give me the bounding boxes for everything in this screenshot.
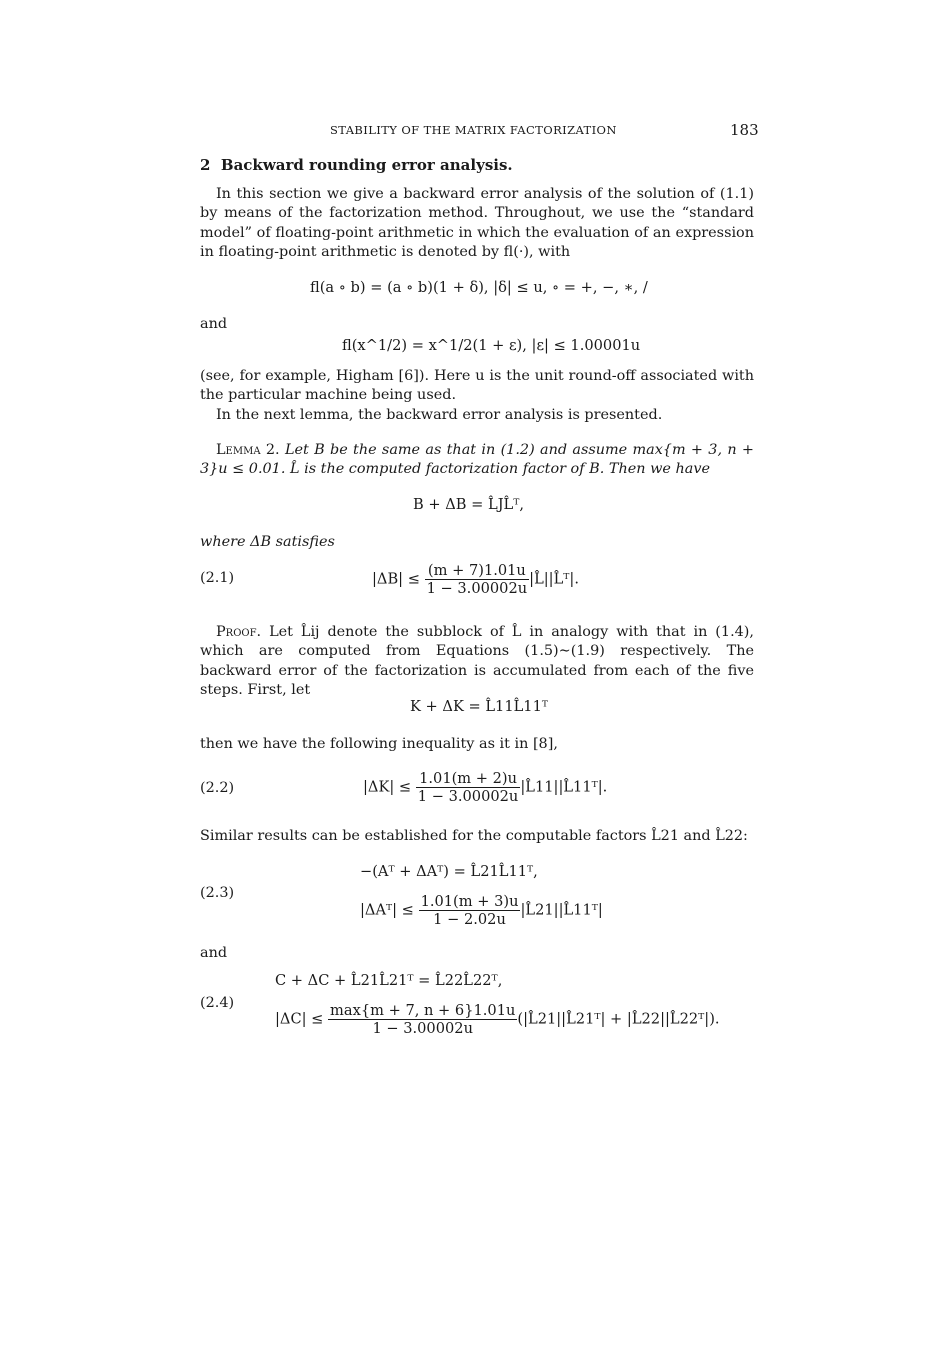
- proof-heading: Proof.: [216, 624, 262, 640]
- equation-label-2-2: (2.2): [200, 780, 235, 796]
- lemma-2: [200, 441, 754, 480]
- paragraph-see: (see, for example, Higham [6]). Here u is the unit round-off associated with the particular machine being used.: [200, 368, 754, 404]
- equation-2-4-line2: |ΔC| ≤ $\frac{\max\{m + 7, n + 6\}1.01u}{1 - 3.00002u}$ (|L̂21||L̂21ᵀ| + |L̂22||L̂22ᵀ|).: [275, 1002, 720, 1037]
- equation-2-3-line1: −(Aᵀ + ΔAᵀ) = L̂21L̂11ᵀ,: [360, 863, 538, 880]
- proof-paragraph: [200, 623, 754, 700]
- equation-label-2-4: (2.4): [200, 995, 235, 1011]
- text-similar: Similar results can be established for the computable factors L̂21 and L̂22:: [200, 828, 748, 844]
- equation-2-3-line2: |ΔAᵀ| ≤ $\frac{1.01(m + 3)u}{1 - 2.02u}$ |L̂21||L̂11ᵀ|: [360, 893, 603, 928]
- equation-k-factorization: K + ΔK = L̂11L̂11ᵀ: [410, 698, 549, 715]
- text-where: where ΔB satisfies: [200, 534, 335, 550]
- section-number: 2: [200, 156, 211, 174]
- running-header: STABILITY OF THE MATRIX FACTORIZATION: [330, 123, 617, 137]
- page-number: 183: [730, 121, 759, 139]
- equation-2-4-line1: C + ΔC + L̂21L̂21ᵀ = L̂22L̂22ᵀ,: [275, 972, 503, 989]
- lemma-heading: Lemma 2.: [216, 442, 280, 458]
- paragraph-next: In the next lemma, the backward error analysis is presented.: [216, 407, 663, 423]
- text-and-1: and: [200, 316, 228, 332]
- equation-label-2-3: (2.3): [200, 885, 235, 901]
- proof-body: Let L̂ij denote the subblock of L̂ in analogy with that in (1.4), which are computed from Equations (1.5)∼(1.9) respectively. The backward error of the factorization is accumulated from each of the five steps. First, let: [200, 624, 754, 698]
- paragraph-intro: In this section we give a backward error analysis of the solution of (1.1) by means of the factorization method. Throughout, we use the “standard model” of floating-point arithmetic in which the evaluation of an expression in floating-point arithmetic is denoted by fl(·), with: [200, 186, 754, 260]
- text-and-2: and: [200, 945, 228, 961]
- equation-2-1: |ΔB| ≤ $\frac{(m + 7)1.01u}{1 - 3.00002u}$ |L̂||L̂ᵀ|.: [372, 562, 579, 597]
- equation-label-2-1: (2.1): [200, 570, 235, 586]
- equation-b-factorization: B + ΔB = L̂JL̂ᵀ,: [413, 496, 524, 513]
- equation-fl-sqrt: fl(x^1/2) = x^1/2(1 + ε), |ε| ≤ 1.00001u: [342, 337, 641, 354]
- text-then: then we have the following inequality as it in [8],: [200, 736, 558, 752]
- lemma-statement: Let B be the same as that in (1.2) and assume max{m + 3, n + 3}u ≤ 0.01. L̂ is the computed factorization factor of B. Then we have: [200, 442, 754, 478]
- section-title: Backward rounding error analysis.: [220, 156, 513, 174]
- section-heading: [200, 156, 513, 174]
- equation-2-2: |ΔK| ≤ $\frac{1.01(m + 2)u}{1 - 3.00002u}$ |L̂11||L̂11ᵀ|.: [363, 770, 608, 805]
- equation-fl-op: fl(a ∘ b) = (a ∘ b)(1 + δ), |δ| ≤ u, ∘ = +, −, ∗, /: [310, 279, 648, 296]
